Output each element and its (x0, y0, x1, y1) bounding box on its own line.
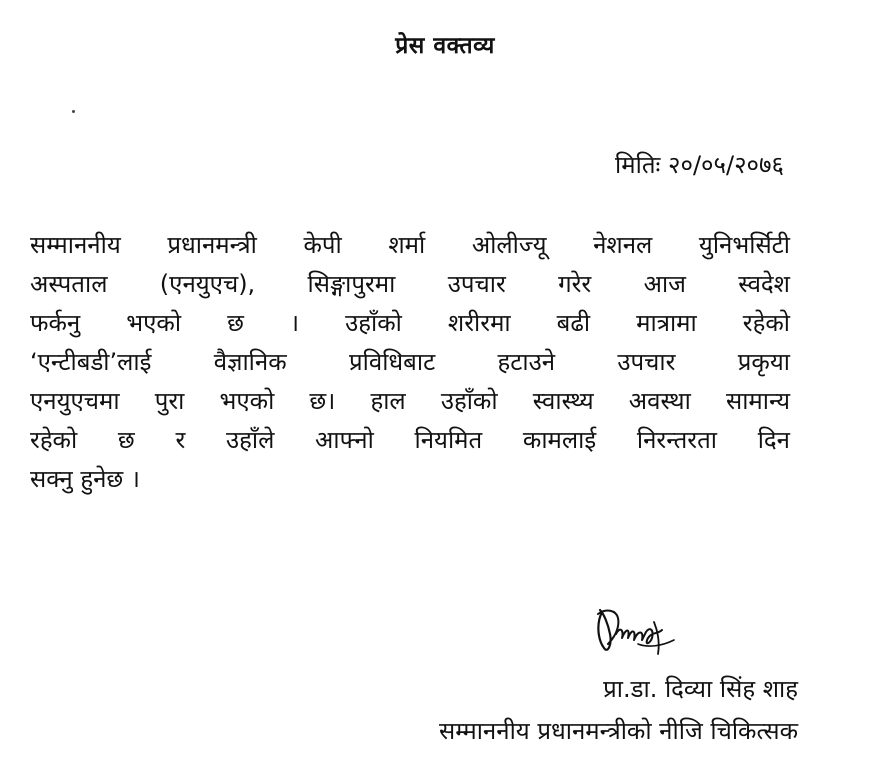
body-line: एनयुएचमा पुरा भएको छ। हाल उहाँको स्वास्थ्य अवस्था सामान्य (30, 387, 790, 415)
scan-speck (72, 110, 75, 113)
signatory-name: प्रा.डा. दिव्या सिंह शाह (603, 675, 798, 703)
handwritten-signature (592, 604, 682, 664)
date-line: मितिः २०/०५/२०७६ (615, 151, 784, 179)
body-line: फर्कनु भएको छ । उहाँको शरीरमा बढी मात्रामा रहेको (30, 309, 790, 337)
body-line: अस्पताल (एनयुएच), सिङ्गापुरमा उपचार गरेर आज स्वदेश (30, 270, 790, 298)
body-line: सम्माननीय प्रधानमन्त्री केपी शर्मा ओलीज्यू नेशनल युनिभर्सिटी (30, 231, 790, 259)
signatory-title: सम्माननीय प्रधानमन्त्रीको नीजि चिकित्सक (438, 717, 798, 745)
body-line: सक्नु हुनेछ । (30, 465, 140, 493)
body-line: ‘एन्टीबडी’लाई वैज्ञानिक प्रविधिबाट हटाउने उपचार प्रकृया (30, 348, 790, 376)
statement-body (30, 226, 790, 499)
body-line: रहेको छ र उहाँले आफ्नो नियमित कामलाई निरन्तरता दिन (30, 426, 790, 454)
document-title: प्रेस वक्तव्य (395, 33, 495, 59)
